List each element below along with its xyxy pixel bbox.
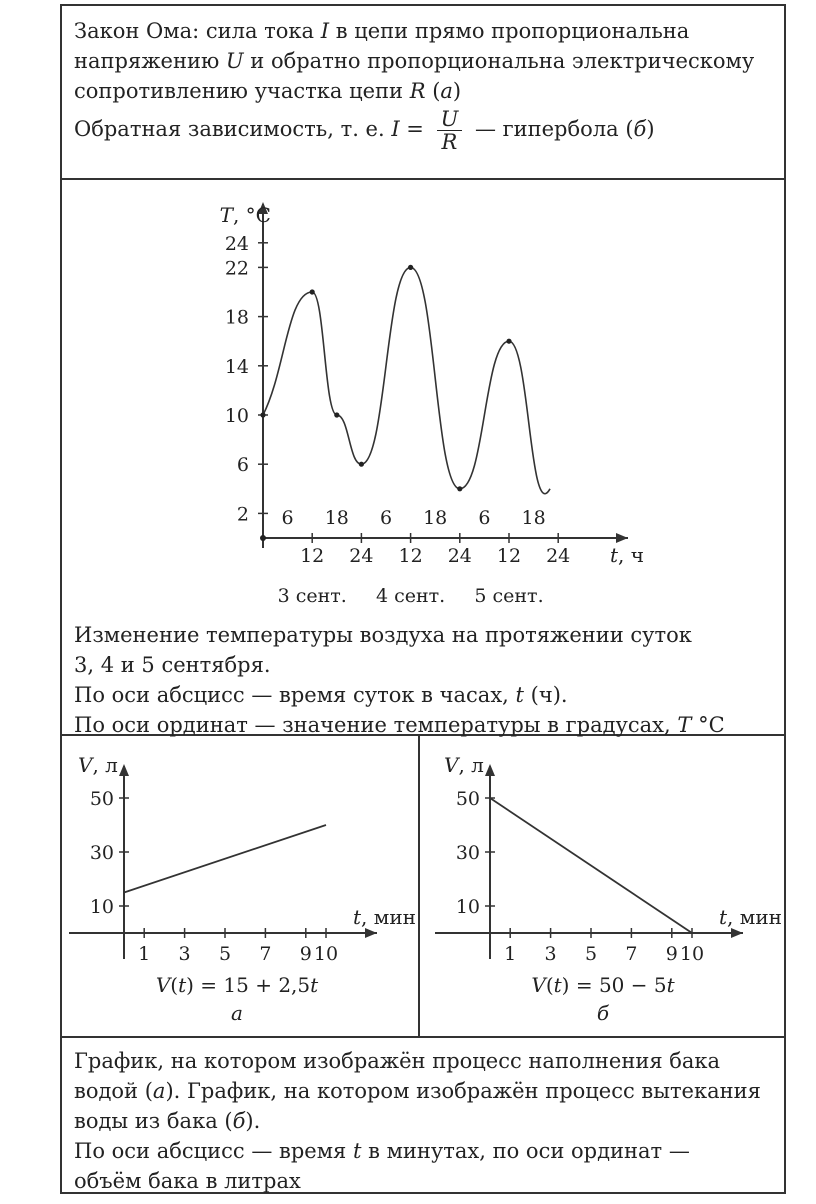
x-tick-upper-label: 6 bbox=[379, 507, 393, 529]
ohm-line-2: напряжению U и обратно пропорциональна электрическому bbox=[74, 49, 755, 73]
x-tick-label: 5 bbox=[218, 943, 232, 965]
x-axis-arrow bbox=[731, 928, 743, 938]
x-tick-label: 9 bbox=[665, 943, 678, 965]
ohm-line-3: сопротивлению участка цепи R (а) bbox=[74, 79, 462, 103]
volume-line bbox=[490, 798, 692, 933]
y-axis-label: T, °C bbox=[219, 203, 271, 227]
x-axis-label: t, мин bbox=[353, 905, 416, 929]
y-axis-label: V, л bbox=[78, 753, 118, 777]
x-tick-lower-label: 24 bbox=[546, 545, 571, 567]
y-tick-label: 50 bbox=[89, 788, 114, 810]
x-tick-upper-label: 18 bbox=[423, 507, 448, 529]
x-tick-label: 7 bbox=[625, 943, 638, 965]
temperature-chart bbox=[62, 180, 782, 620]
drain-chart-cell bbox=[420, 736, 784, 1038]
x-tick-label: 3 bbox=[178, 943, 191, 965]
x-tick-lower-label: 12 bbox=[398, 545, 423, 567]
data-point bbox=[457, 486, 462, 491]
origin-point bbox=[260, 535, 266, 541]
temperature-description: Изменение температуры воздуха на протяжении суток 3, 4 и 5 сентября. По оси абсцисс — время суток в часах, t (ч). По оси ординат — значение температуры в градусах, T °С bbox=[74, 623, 725, 737]
y-axis-arrow bbox=[119, 764, 129, 776]
y-tick-label: 24 bbox=[224, 232, 249, 255]
day-label: 3 сент. bbox=[277, 585, 347, 607]
y-tick-label: 30 bbox=[89, 842, 114, 864]
chart-letter: б bbox=[596, 1001, 610, 1025]
x-tick-lower-label: 12 bbox=[300, 545, 325, 567]
day-label: 5 сент. bbox=[474, 585, 544, 607]
y-tick-label: 18 bbox=[224, 306, 249, 329]
x-tick-upper-label: 18 bbox=[324, 507, 349, 529]
x-tick-upper-label: 18 bbox=[521, 507, 546, 529]
data-point bbox=[506, 339, 511, 344]
x-tick-label: 5 bbox=[584, 943, 598, 965]
y-tick-label: 22 bbox=[224, 257, 249, 280]
x-tick-label: 10 bbox=[313, 943, 339, 965]
y-tick-label: 10 bbox=[89, 896, 114, 918]
x-axis-label: t, мин bbox=[719, 905, 782, 929]
table-frame bbox=[60, 4, 786, 1194]
x-tick-lower-label: 24 bbox=[349, 545, 374, 567]
volume-line bbox=[124, 825, 326, 893]
y-tick-label: 50 bbox=[455, 788, 480, 810]
y-axis-label: V, л bbox=[444, 753, 484, 777]
y-tick-label: 2 bbox=[236, 503, 249, 526]
formula-caption: V(t) = 15 + 2,5t bbox=[155, 973, 319, 997]
x-tick-upper-label: 6 bbox=[478, 507, 491, 529]
x-tick-lower-label: 24 bbox=[447, 545, 472, 567]
ohm-law-cell bbox=[62, 6, 784, 180]
y-tick-label: 6 bbox=[236, 454, 249, 477]
data-point bbox=[260, 412, 265, 417]
ohm-line-4: Обратная зависимость, т. е. I = $\frac{U}{R}$ — гипербола (б) bbox=[74, 107, 655, 154]
x-tick-label: 9 bbox=[299, 943, 312, 965]
formula-caption: V(t) = 50 − 5t bbox=[531, 973, 675, 997]
temperature-cell bbox=[62, 180, 784, 736]
y-tick-label: 14 bbox=[224, 355, 249, 378]
x-tick-label: 7 bbox=[259, 943, 272, 965]
data-point bbox=[359, 462, 364, 467]
data-point bbox=[310, 289, 315, 294]
x-tick-label: 1 bbox=[504, 943, 517, 965]
y-tick-label: 30 bbox=[455, 842, 480, 864]
data-point bbox=[334, 412, 339, 417]
x-axis-arrow bbox=[616, 533, 628, 543]
x-axis-label: t, ч bbox=[610, 543, 644, 567]
fill-chart bbox=[62, 736, 418, 1036]
x-axis-arrow bbox=[365, 928, 377, 938]
fraction-u-over-r: $\frac{U}{R}$ bbox=[437, 108, 463, 153]
ohm-line-1: Закон Ома: сила тока I в цепи прямо пропорциональна bbox=[74, 19, 690, 43]
x-tick-label: 10 bbox=[679, 943, 705, 965]
y-axis-arrow bbox=[485, 764, 495, 776]
day-label: 4 сент. bbox=[375, 585, 446, 607]
drain-chart bbox=[420, 736, 782, 1036]
fill-chart-cell bbox=[62, 736, 420, 1038]
y-tick-label: 10 bbox=[224, 405, 249, 427]
temperature-curve bbox=[263, 267, 550, 493]
tank-description-cell: График, на котором изображён процесс наполнения бака водой (а). График, на котором изображён процесс вытекания воды из бака (б). По оси абсцисс — время t в минутах, по оси ординат — объём бака в литрах bbox=[74, 1049, 761, 1193]
x-tick-lower-label: 12 bbox=[496, 545, 522, 567]
chart-letter: а bbox=[231, 1001, 243, 1025]
x-tick-label: 1 bbox=[138, 943, 151, 965]
y-tick-label: 10 bbox=[455, 896, 480, 918]
data-point bbox=[408, 265, 413, 270]
x-tick-upper-label: 6 bbox=[281, 507, 294, 529]
x-tick-label: 3 bbox=[544, 943, 557, 965]
